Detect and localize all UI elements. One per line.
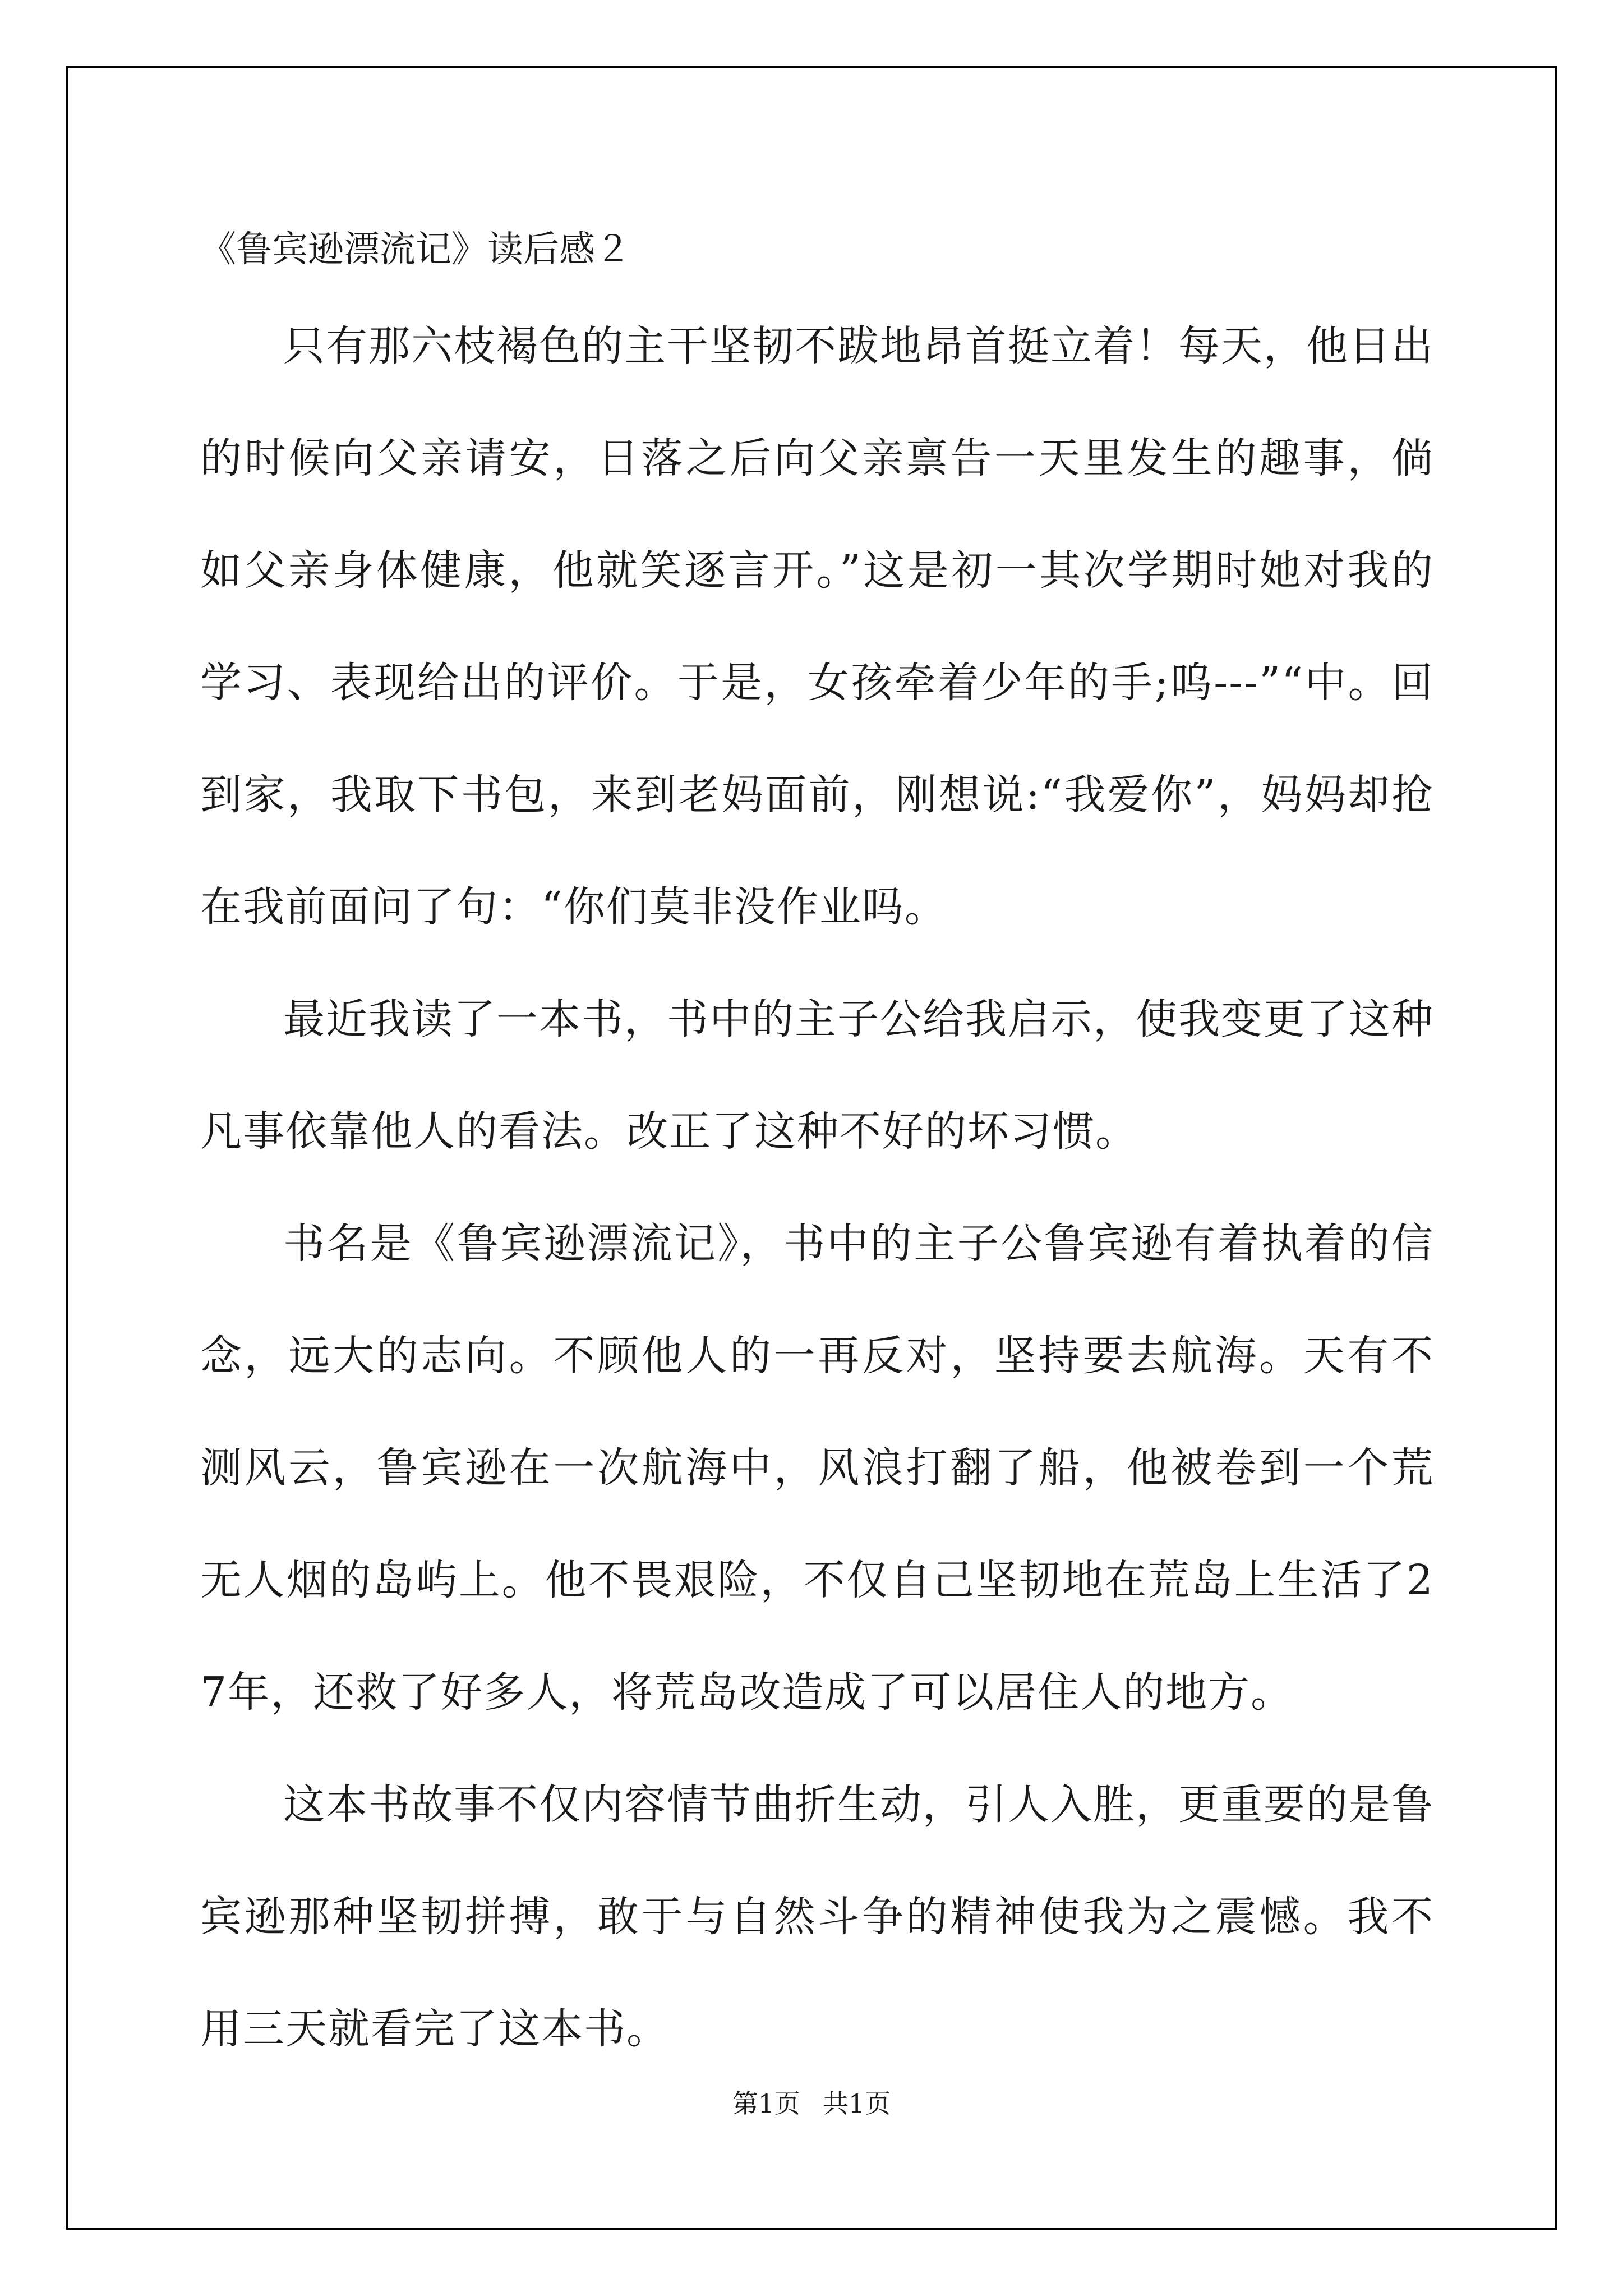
document-title: 《鲁宾逊漂流记》读后感２ [200,229,631,270]
page-number: 第1页 [732,2088,800,2119]
document-body [200,290,1434,2085]
paragraph-4: 这本书故事不仅内容情节曲折生动，引人入胜，更重要的是鲁宾逊那种坚韧拼搏，敢于与自然斗争的精神使我为之震憾。我不用三天就看完了这本书。 [200,1780,1434,2053]
paragraph-2: 最近我读了一本书，书中的主子公给我启示，使我变更了这种凡事依靠他人的看法。改正了这种不好的坏习惯。 [200,995,1434,1156]
page-footer [0,2087,1623,2120]
paragraph-3: 书名是《鲁宾逊漂流记》，书中的主子公鲁宾逊有着执着的信念，远大的志向。不顾他人的一再反对，坚持要去航海。天有不测风云，鲁宾逊在一次航海中，风浪打翻了船，他被卷到一个荒无人烟的岛屿上。他不畏艰险，不仅自己坚韧地在荒岛上生活了27年，还救了好多人，将荒岛改造成了可以居住人的地方。 [200,1220,1434,1717]
page-total: 共1页 [823,2088,891,2119]
paragraph-1: 只有那六枝褐色的主干坚韧不跋地昂首挺立着！每天，他日出的时候向父亲请安，日落之后向父亲禀告一天里发生的趣事，倘如父亲身体健康，他就笑逐言开。”这是初一其次学期时她对我的学习、表现给出的评价。于是，女孩牵着少年的手;呜---”“中。回到家，我取下书包，来到老妈面前，刚想说:“我爱你”，妈妈却抢在我前面问了句：“你们莫非没作业吗。 [200,322,1434,931]
